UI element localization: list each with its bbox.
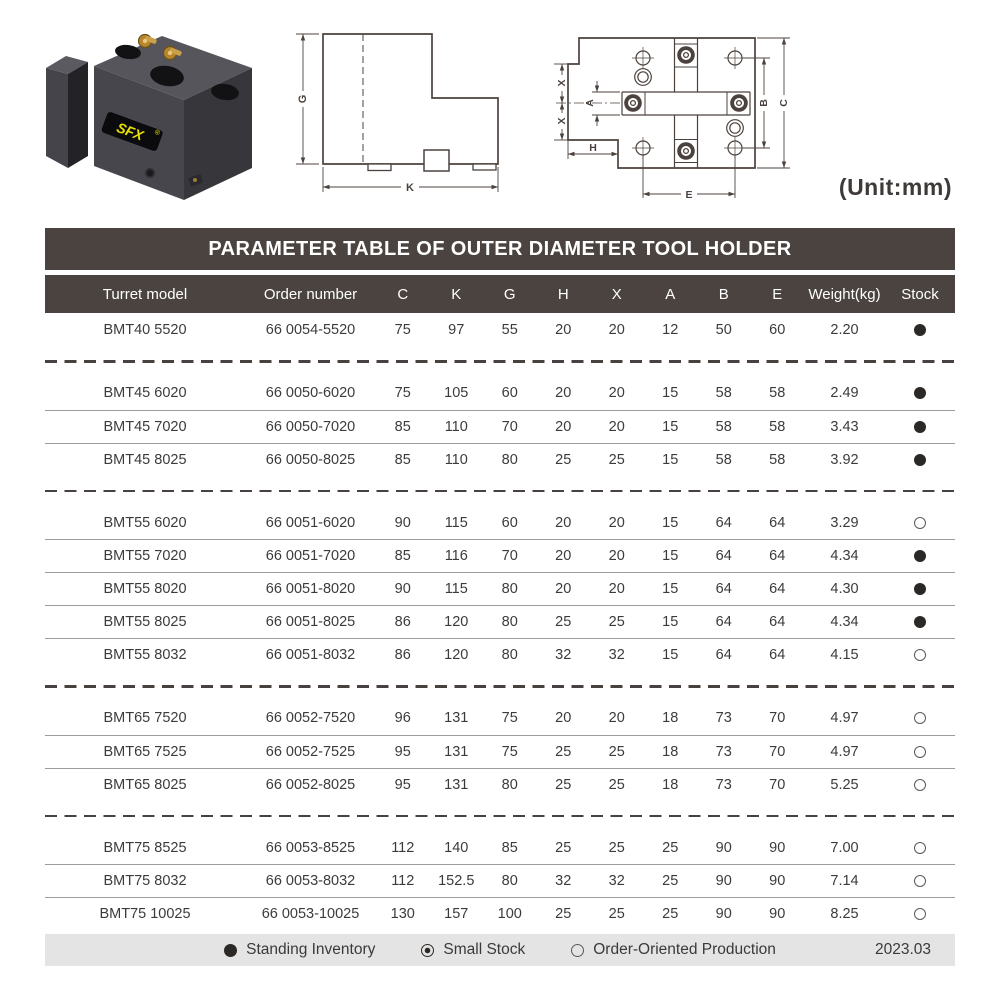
stock-cell [885,777,955,793]
top-view-drawing [540,13,805,208]
legend-item [571,941,776,959]
table-cell: 112 [391,873,415,889]
table-cell: 58 [715,451,732,468]
column-header: X [611,285,622,303]
table-cell: 64 [769,614,786,630]
stock-filled-icon [914,387,926,399]
table-cell: 70 [501,418,518,435]
footer-legend [224,941,776,959]
table-cell: BMT55 8020 [103,581,187,597]
table-cell: 110 [444,451,468,468]
table-cell: 85 [394,548,411,564]
top-section [0,0,1000,228]
table-cell: 66 0050-6020 [265,385,356,401]
table-cell: 32 [555,647,572,663]
table-cell: 8.25 [830,906,859,922]
table-cell: 90 [394,514,411,531]
stock-filled-icon [914,550,926,562]
table-cell: 64 [715,614,732,630]
table-cell: 75 [501,710,518,726]
table-cell: 20 [608,514,625,531]
table-cell: 60 [501,514,518,531]
group-separator [45,685,955,688]
table-cell: 20 [608,418,625,435]
stock-cell [885,614,955,630]
table-cell: 80 [501,776,518,793]
table-cell: 73 [715,710,732,726]
column-header: K [451,285,462,303]
dim-label-e: E [685,189,693,201]
stock-filled-icon [914,616,926,628]
table-row [45,864,955,897]
table-cell: 105 [444,385,469,401]
table-cell: 75 [501,743,518,760]
table-cell: 20 [555,385,572,401]
table-cell: 18 [662,776,679,793]
table-cell: 73 [715,776,732,793]
table-cell: 120 [444,614,469,630]
table-cell: 3.92 [830,451,859,468]
stock-empty-icon [914,779,926,791]
stock-cell [885,906,955,922]
dim-label-b: B [758,99,770,107]
product-photo [32,8,267,208]
stock-cell [885,515,955,531]
side-view-drawing [283,13,523,211]
registered-mark: ® [153,128,161,138]
table-cell: 4.34 [830,548,859,564]
table-row [45,702,955,735]
stock-filled-icon [914,421,926,433]
table-cell: 15 [662,614,679,630]
table-cell: BMT45 7020 [103,418,187,435]
column-header: Stock [901,285,939,303]
table-cell: 25 [555,451,572,468]
table-cell: 18 [662,743,679,760]
table-cell: 15 [662,514,679,531]
table-cell: 115 [444,514,468,531]
table-cell: 157 [444,906,469,922]
stock-cell [885,873,955,889]
table-cell: 64 [769,581,786,597]
table-cell: 85 [394,418,411,435]
table-body [45,313,955,930]
table-cell: 66 0053-10025 [261,906,360,922]
stock-empty-icon [914,649,926,661]
table-cell: 64 [769,514,786,531]
table-cell: 2.20 [830,321,859,338]
table-cell: BMT65 7520 [103,710,187,726]
table-row [45,506,955,539]
dim-label-a: A [584,99,596,107]
dim-label-g: G [297,94,309,104]
stock-cell [885,647,955,663]
table-cell: 20 [555,548,572,564]
table-cell: BMT75 8525 [103,839,187,856]
table-cell: 25 [555,743,572,760]
table-cell: 20 [555,418,572,435]
table-cell: 66 0053-8525 [265,839,356,856]
table-cell: 70 [769,710,786,726]
table-cell: BMT45 6020 [103,385,187,401]
table-cell: 25 [608,839,625,856]
table-cell: 50 [715,321,732,338]
table-cell: BMT55 8025 [103,614,187,630]
table-row [45,443,955,476]
table-title: PARAMETER TABLE OF OUTER DIAMETER TOOL HOLDER [45,228,955,270]
table-cell: 25 [608,906,625,922]
table-cell: 73 [715,743,732,760]
table-cell: BMT55 7020 [103,548,187,564]
group-separator [45,815,955,818]
table-cell: 66 0051-8020 [265,581,356,597]
table-cell: 66 0050-8025 [265,451,356,468]
stock-cell [885,840,955,856]
dim-label-h: H [589,142,597,154]
table-cell: 130 [390,906,415,922]
table-cell: 90 [769,839,786,856]
table-cell: 64 [769,647,786,663]
table-cell: 66 0051-8025 [265,614,356,630]
table-cell: BMT55 8032 [103,647,187,663]
table-cell: 25 [608,776,625,793]
table-cell: 4.97 [830,743,859,760]
stock-empty-icon [914,908,926,920]
table-cell: 4.30 [830,581,859,597]
table-cell: 25 [608,614,625,630]
table-row [45,638,955,671]
stock-empty-icon [914,842,926,854]
table-cell: 90 [769,906,786,922]
table-cell: 140 [444,839,469,856]
table-cell: 66 0052-8025 [265,776,356,793]
stock-cell [885,744,955,760]
group-separator [45,360,955,363]
legend-item [224,941,375,959]
table-cell: 75 [394,385,411,401]
table-cell: 116 [444,548,468,564]
stock-filled-icon [914,583,926,595]
table-cell: BMT75 8032 [103,873,187,889]
table-row [45,897,955,930]
table-cell: 60 [769,321,786,338]
table-cell: 25 [608,451,625,468]
table-cell: 20 [555,581,572,597]
dim-label-c: C [778,99,790,107]
dim-label-x-lower: X [556,117,568,125]
table-cell: 15 [662,385,679,401]
table-row [45,605,955,638]
table-header-row [45,275,955,313]
legend-label: Small Stock [443,941,526,958]
table-cell: 131 [444,743,469,760]
table-row [45,377,955,410]
table-cell: 55 [501,321,518,338]
column-header: Order number [263,285,358,303]
table-cell: 70 [769,743,786,760]
table-cell: 15 [662,548,679,564]
table-cell: 25 [555,839,572,856]
table-cell: 15 [662,581,679,597]
column-header: A [665,285,676,303]
column-header: B [718,285,729,303]
column-header: G [503,285,516,303]
table-cell: 25 [662,873,679,889]
stock-filled-icon [914,324,926,336]
legend-dot-icon [421,944,434,957]
table-cell: 66 0051-6020 [265,514,356,531]
table-cell: 2.49 [830,385,859,401]
table-cell: 95 [394,776,411,793]
table-cell: 90 [715,839,732,856]
table-cell: BMT40 5520 [103,321,187,338]
table-cell: 64 [715,548,732,564]
table-cell: 80 [501,581,518,597]
dim-label-k: K [406,182,414,194]
table-cell: 20 [555,514,572,531]
stock-cell [885,548,955,564]
legend-filled-icon [224,944,237,957]
table-cell: 15 [662,647,679,663]
table-cell: 66 0052-7520 [265,710,356,726]
table-cell: 110 [444,418,468,435]
table-cell: BMT65 7525 [103,743,187,760]
stock-cell [885,581,955,597]
table-cell: 70 [501,548,518,564]
table-cell: 80 [501,873,518,889]
table-cell: 75 [394,321,411,338]
table-cell: 66 0052-7525 [265,743,356,760]
table-cell: 80 [501,647,518,663]
table-cell: 66 0054-5520 [265,321,356,338]
table-cell: 15 [662,418,679,435]
group-separator [45,490,955,493]
table-cell: 85 [394,451,411,468]
footer-date: 2023.03 [874,941,931,958]
table-cell: 80 [501,614,518,630]
unit-note: (Unit:mm) [838,174,952,200]
table-row [45,831,955,864]
table-cell: 25 [608,743,625,760]
table-cell: BMT55 6020 [103,514,187,531]
table-cell: 115 [444,581,468,597]
table-cell: 25 [662,839,679,856]
table-cell: 20 [555,710,572,726]
table-cell: 95 [394,743,411,760]
table-cell: 70 [769,776,786,793]
stock-empty-icon [914,712,926,724]
column-header: E [772,285,783,303]
stock-cell [885,322,955,338]
table-cell: 112 [391,839,415,856]
table-cell: 20 [608,385,625,401]
table-row [45,768,955,801]
table-cell: 86 [394,614,411,630]
legend-item [421,941,525,959]
table-cell: 58 [769,385,786,401]
table-cell: 60 [501,385,518,401]
table-row [45,572,955,605]
stock-cell [885,385,955,401]
table-cell: 18 [662,710,679,726]
column-header: Weight(kg) [808,285,881,303]
table-cell: 100 [497,906,522,922]
table-cell: 90 [715,906,732,922]
table-cell: 66 0051-8032 [265,647,356,663]
table-cell: 58 [715,385,732,401]
table-cell: 25 [555,776,572,793]
table-cell: 58 [769,418,786,435]
table-cell: 25 [662,906,679,922]
table-cell: 4.97 [830,710,859,726]
table-cell: 58 [769,451,786,468]
table-cell: 90 [394,581,411,597]
table-cell: BMT45 8025 [103,451,187,468]
legend-empty-icon [571,944,584,957]
table-cell: 4.15 [830,647,859,663]
column-header: H [557,285,569,303]
brand-text: SFX [114,119,146,144]
stock-filled-icon [914,454,926,466]
table-cell: 20 [608,321,625,338]
table-cell: BMT65 8025 [103,776,187,793]
table-cell: 64 [715,647,732,663]
table-cell: 3.29 [830,514,859,531]
table-cell: 20 [608,710,625,726]
stock-cell [885,419,955,435]
table-cell: 66 0051-7020 [265,548,356,564]
hole-icon [632,47,746,159]
table-cell: 85 [501,839,518,856]
table-cell: 20 [608,548,625,564]
table-cell: 64 [769,548,786,564]
stock-empty-icon [914,746,926,758]
table-cell: 7.14 [830,873,859,889]
table-cell: 131 [444,710,469,726]
stock-cell [885,710,955,726]
table-row [45,313,955,346]
table-cell: 131 [444,776,469,793]
table-cell: 120 [444,647,469,663]
table-cell: 152.5 [438,873,475,889]
table-cell: 66 0053-8032 [265,873,356,889]
legend-label: Order-Oriented Production [593,941,776,958]
table-cell: 7.00 [830,839,859,856]
table-cell: 20 [555,321,572,338]
table-cell: 15 [662,451,679,468]
table-cell: 4.34 [830,614,859,630]
footer-bar [45,934,955,966]
table-row [45,539,955,572]
table-cell: 32 [608,647,625,663]
table-cell: 64 [715,581,732,597]
table-cell: 96 [394,710,411,726]
legend-label: Standing Inventory [246,941,376,958]
table-cell: 25 [555,906,572,922]
table-cell: 3.43 [830,418,859,435]
table-cell: 86 [394,647,411,663]
table-row [45,410,955,443]
stock-empty-icon [914,517,926,529]
stock-empty-icon [914,875,926,887]
table-cell: 90 [769,873,786,889]
table-cell: 20 [608,581,625,597]
table-cell: 97 [448,321,465,338]
table-cell: 32 [608,873,625,889]
table-cell: 58 [715,418,732,435]
table-cell: 32 [555,873,572,889]
table-cell: 90 [715,873,732,889]
table-cell: 25 [555,614,572,630]
dim-label-x-upper: X [556,79,568,87]
table-cell: 64 [715,514,732,531]
table-cell: 66 0050-7020 [265,418,356,435]
table-cell: 12 [662,321,679,338]
column-header: C [397,285,409,303]
parameter-table [45,228,955,966]
stock-cell [885,452,955,468]
column-header: Turret model [102,285,188,303]
table-cell: BMT75 10025 [99,906,191,922]
table-cell: 5.25 [830,776,859,793]
table-cell: 80 [501,451,518,468]
table-row [45,735,955,768]
